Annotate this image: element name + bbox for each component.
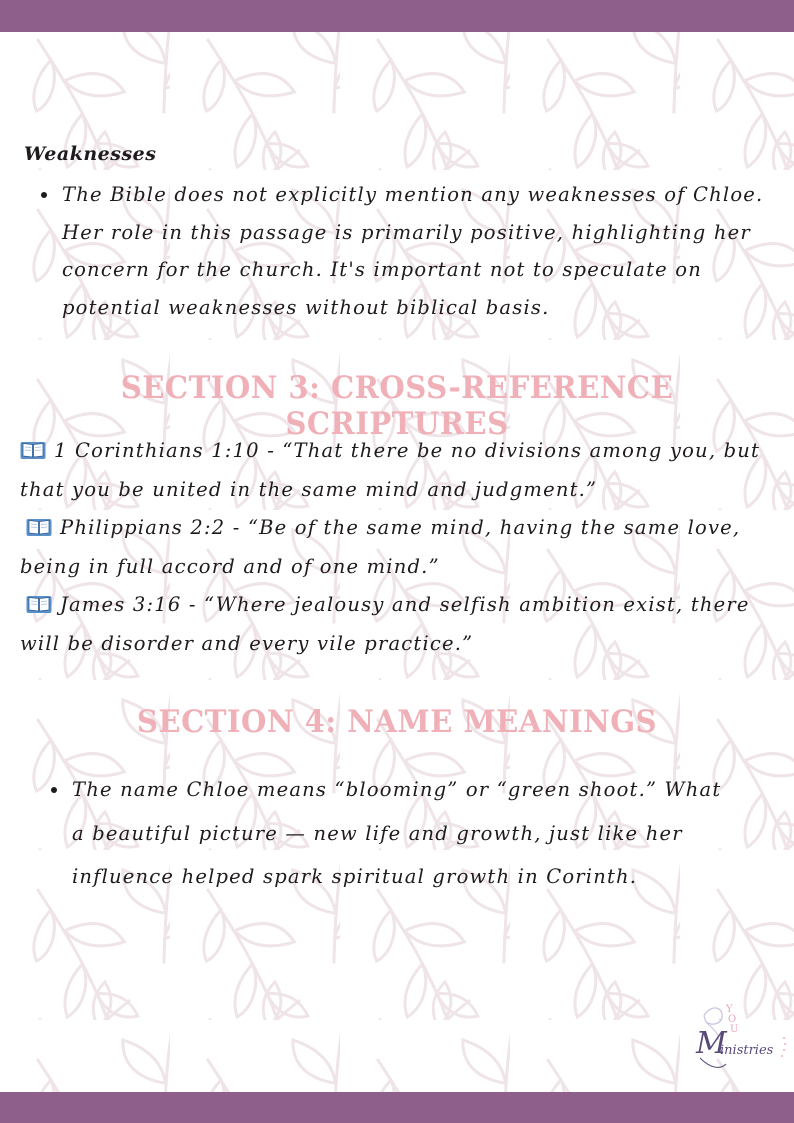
svg-text:O: O: [728, 1014, 737, 1025]
bullet-icon: [51, 787, 57, 793]
list-item: [72, 768, 772, 899]
section-3-title: SECTION 3: CROSS-REFERENCE SCRIPTURES: [120, 370, 674, 442]
list-item: [62, 176, 767, 326]
list-item-text: The name Chloe means “blooming” or “green shoot.” What a beautiful picture — new life and growth, just like her influence helped spark spiritual growth in Corinth.: [72, 778, 722, 888]
svg-text:M: M: [696, 1026, 727, 1061]
list-item-text: The Bible does not explicitly mention any weaknesses of Chloe. Her role in this passage is primarily positive, highlighting her concern for the church. It's important not to speculate on potential weaknesses without biblical basis.: [62, 183, 764, 319]
svg-text:U: U: [730, 1024, 739, 1035]
svg-text:Y: Y: [726, 1004, 733, 1015]
scripture-reference: 1 Corinthians 1:10 - “That there be no divisions among you, but that you be united in the same mind and judgment.”: [20, 439, 761, 501]
you-ministries-logo: [690, 998, 790, 1078]
bullet-icon: [41, 192, 47, 198]
weaknesses-list: [62, 176, 767, 326]
svg-text:inistries: inistries: [720, 1043, 774, 1058]
cross-reference-list: [20, 432, 780, 663]
top-color-band: [0, 0, 794, 32]
section-4-title: SECTION 4: NAME MEANINGS: [136, 704, 658, 740]
open-book-icon: [26, 517, 52, 537]
bottom-color-band: [0, 1092, 794, 1123]
butterfly-icon: [704, 1008, 722, 1024]
open-book-icon: [20, 440, 46, 460]
scripture-reference: Philippians 2:2 - “Be of the same mind, having the same love, being in full accord and of one mind.”: [20, 516, 741, 578]
name-meanings-list: [72, 768, 772, 899]
scripture-reference: James 3:16 - “Where jealousy and selfish ambition exist, there will be disorder and every vile practice.”: [20, 593, 750, 655]
weaknesses-heading: Weaknesses: [24, 143, 157, 165]
open-book-icon: [26, 594, 52, 614]
